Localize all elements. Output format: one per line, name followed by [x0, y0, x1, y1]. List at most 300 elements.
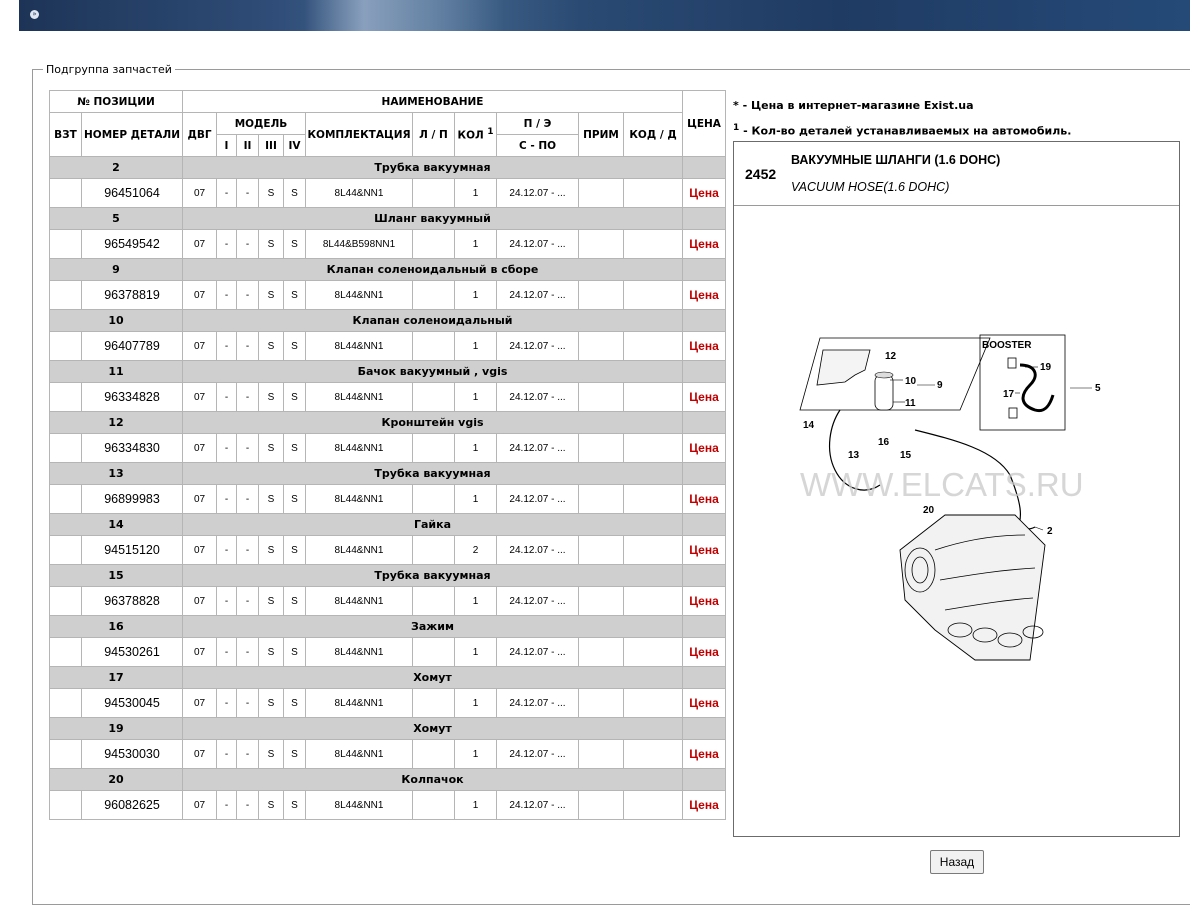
part-row: [50, 536, 726, 565]
position-number: 12: [50, 412, 183, 434]
model-4-cell: S: [284, 230, 306, 259]
subgroup-legend: Подгруппа запчастей: [46, 63, 172, 76]
left-right-cell: [413, 638, 455, 667]
model-1-cell: -: [217, 485, 237, 514]
code-cell: [624, 230, 683, 259]
date-range-cell: 24.12.07 - ...: [497, 485, 579, 514]
note-cell: [579, 485, 624, 514]
group-row: [50, 667, 726, 689]
callout-11: 11: [905, 398, 916, 409]
callout-17: 17: [1003, 389, 1015, 400]
group-row: [50, 616, 726, 638]
date-range-cell: 24.12.07 - ...: [497, 434, 579, 463]
price-link[interactable]: Цена: [689, 339, 719, 353]
header-vzt: ВЗТ: [50, 113, 82, 157]
date-range-cell: 24.12.07 - ...: [497, 332, 579, 361]
model-2-cell: -: [237, 740, 259, 769]
part-row: [50, 791, 726, 820]
vzt-cell: [50, 689, 82, 718]
model-4-cell: S: [284, 434, 306, 463]
price-link-cell: [683, 485, 726, 514]
left-right-cell: [413, 689, 455, 718]
quantity-cell: 1: [455, 179, 497, 208]
model-3-cell: S: [259, 179, 284, 208]
price-link[interactable]: Цена: [689, 288, 719, 302]
illustration-header: [734, 142, 1179, 206]
header-note: ПРИМ: [579, 113, 624, 157]
group-row: [50, 412, 726, 434]
header-model-3: III: [259, 135, 284, 157]
group-price-cell: [683, 463, 726, 485]
vzt-cell: [50, 638, 82, 667]
part-name: Шланг вакуумный: [183, 208, 683, 230]
quantity-cell: 1: [455, 230, 497, 259]
callout-19: 19: [1040, 362, 1052, 373]
price-link[interactable]: Цена: [689, 696, 719, 710]
quantity-cell: 1: [455, 485, 497, 514]
bracket-shape: [817, 350, 870, 385]
group-row: [50, 718, 726, 740]
model-2-cell: -: [237, 689, 259, 718]
position-number: 10: [50, 310, 183, 332]
price-link[interactable]: Цена: [689, 492, 719, 506]
code-cell: [624, 791, 683, 820]
complectation-cell: 8L44&NN1: [306, 434, 413, 463]
part-row: [50, 332, 726, 361]
group-row: [50, 310, 726, 332]
part-number[interactable]: 96334828: [82, 383, 183, 412]
date-range-cell: 24.12.07 - ...: [497, 587, 579, 616]
callout-14: 14: [803, 420, 815, 431]
model-2-cell: -: [237, 179, 259, 208]
header-model-1: I: [217, 135, 237, 157]
part-row: [50, 434, 726, 463]
model-3-cell: S: [259, 383, 284, 412]
date-range-cell: 24.12.07 - ...: [497, 179, 579, 208]
model-3-cell: S: [259, 281, 284, 310]
vzt-cell: [50, 434, 82, 463]
part-number[interactable]: 96549542: [82, 230, 183, 259]
note-cell: [579, 332, 624, 361]
booster-label: BOOSTER: [982, 340, 1032, 351]
code-cell: [624, 536, 683, 565]
engine-cell: 07: [183, 179, 217, 208]
banner-image: [304, 0, 504, 31]
price-link[interactable]: Цена: [689, 645, 719, 659]
price-link[interactable]: Цена: [689, 186, 719, 200]
header-pe: П / Э: [497, 113, 579, 135]
model-3-cell: S: [259, 485, 284, 514]
top-banner: [19, 0, 1190, 31]
position-number: 15: [50, 565, 183, 587]
code-cell: [624, 485, 683, 514]
price-link[interactable]: Цена: [689, 543, 719, 557]
code-cell: [624, 179, 683, 208]
group-row: [50, 565, 726, 587]
part-number[interactable]: 96407789: [82, 332, 183, 361]
price-link-cell: [683, 383, 726, 412]
group-row: [50, 208, 726, 230]
vzt-cell: [50, 740, 82, 769]
legend-notes: [733, 95, 1071, 143]
group-row: [50, 157, 726, 179]
part-row: [50, 383, 726, 412]
note-cell: [579, 434, 624, 463]
group-price-cell: [683, 157, 726, 179]
date-range-cell: 24.12.07 - ...: [497, 638, 579, 667]
callout-9: 9: [937, 380, 943, 391]
part-row: [50, 230, 726, 259]
code-cell: [624, 587, 683, 616]
callout-12: 12: [885, 351, 897, 362]
part-row: [50, 638, 726, 667]
group-price-cell: [683, 769, 726, 791]
quantity-cell: 1: [455, 383, 497, 412]
header-engine: ДВГ: [183, 113, 217, 157]
part-number[interactable]: 96451064: [82, 179, 183, 208]
engine-cell: 07: [183, 536, 217, 565]
header-position: № ПОЗИЦИИ: [50, 91, 183, 113]
header-name: НАИМЕНОВАНИЕ: [183, 91, 683, 113]
illustration-number: 2452: [745, 166, 777, 182]
model-2-cell: -: [237, 536, 259, 565]
note-cell: [579, 536, 624, 565]
note-cell: [579, 230, 624, 259]
position-number: 9: [50, 259, 183, 281]
group-price-cell: [683, 718, 726, 740]
group-row: [50, 463, 726, 485]
model-3-cell: S: [259, 587, 284, 616]
model-1-cell: -: [217, 638, 237, 667]
date-range-cell: 24.12.07 - ...: [497, 791, 579, 820]
model-1-cell: -: [217, 332, 237, 361]
model-2-cell: -: [237, 281, 259, 310]
complectation-cell: 8L44&NN1: [306, 179, 413, 208]
group-row: [50, 259, 726, 281]
header-model: МОДЕЛЬ: [217, 113, 306, 135]
illustration-title-en: VACUUM HOSE(1.6 DOHC): [791, 180, 950, 194]
group-row: [50, 514, 726, 536]
model-1-cell: -: [217, 689, 237, 718]
callout-5: 5: [1095, 383, 1101, 394]
parts-table: [49, 90, 726, 820]
callout-10: 10: [905, 376, 917, 387]
vzt-cell: [50, 536, 82, 565]
price-link-cell: [683, 638, 726, 667]
model-1-cell: -: [217, 740, 237, 769]
bullet-icon[interactable]: »: [30, 10, 39, 19]
part-row: [50, 740, 726, 769]
group-price-cell: [683, 616, 726, 638]
part-row: [50, 179, 726, 208]
part-name: Хомут: [183, 667, 683, 689]
header-code: КОД / Д: [624, 113, 683, 157]
engine-cell: 07: [183, 740, 217, 769]
part-name: Кронштейн vgis: [183, 412, 683, 434]
quantity-cell: 1: [455, 332, 497, 361]
engine-cell: 07: [183, 689, 217, 718]
part-number[interactable]: 94530261: [82, 638, 183, 667]
quantity-cell: 1: [455, 740, 497, 769]
model-3-cell: S: [259, 230, 284, 259]
left-right-cell: [413, 179, 455, 208]
header-model-4: IV: [284, 135, 306, 157]
part-number[interactable]: 96378828: [82, 587, 183, 616]
model-4-cell: S: [284, 791, 306, 820]
back-button[interactable]: Назад: [930, 850, 984, 874]
part-number[interactable]: 94515120: [82, 536, 183, 565]
note-cell: [579, 383, 624, 412]
position-number: 2: [50, 157, 183, 179]
group-price-cell: [683, 310, 726, 332]
model-4-cell: S: [284, 281, 306, 310]
price-link[interactable]: Цена: [689, 237, 719, 251]
complectation-cell: 8L44&NN1: [306, 638, 413, 667]
header-left-right: Л / П: [413, 113, 455, 157]
engine-cell: 07: [183, 281, 217, 310]
part-number[interactable]: 96378819: [82, 281, 183, 310]
price-link-cell: [683, 230, 726, 259]
part-row: [50, 281, 726, 310]
model-2-cell: -: [237, 587, 259, 616]
code-cell: [624, 740, 683, 769]
vzt-cell: [50, 179, 82, 208]
complectation-cell: 8L44&NN1: [306, 332, 413, 361]
complectation-cell: 8L44&NN1: [306, 536, 413, 565]
code-cell: [624, 434, 683, 463]
model-1-cell: -: [217, 383, 237, 412]
date-range-cell: 24.12.07 - ...: [497, 281, 579, 310]
callout-16: 16: [878, 437, 890, 448]
model-4-cell: S: [284, 638, 306, 667]
model-4-cell: S: [284, 485, 306, 514]
model-3-cell: S: [259, 434, 284, 463]
price-link-cell: [683, 689, 726, 718]
date-range-cell: 24.12.07 - ...: [497, 740, 579, 769]
price-link[interactable]: Цена: [689, 390, 719, 404]
model-4-cell: S: [284, 587, 306, 616]
callout-2: 2: [1047, 526, 1053, 537]
price-link[interactable]: Цена: [689, 441, 719, 455]
quantity-cell: 1: [455, 791, 497, 820]
model-1-cell: -: [217, 587, 237, 616]
position-number: 5: [50, 208, 183, 230]
vzt-cell: [50, 281, 82, 310]
quantity-cell: 1: [455, 434, 497, 463]
callout-15: 15: [900, 450, 912, 461]
engine-cell: 07: [183, 791, 217, 820]
position-number: 19: [50, 718, 183, 740]
model-4-cell: S: [284, 740, 306, 769]
complectation-cell: 8L44&NN1: [306, 791, 413, 820]
part-number[interactable]: 96082625: [82, 791, 183, 820]
left-right-cell: [413, 740, 455, 769]
model-1-cell: -: [217, 230, 237, 259]
engine-cell: 07: [183, 230, 217, 259]
part-name: Клапан соленоидальный в сборе: [183, 259, 683, 281]
note-cell: [579, 281, 624, 310]
complectation-cell: 8L44&B598NN1: [306, 230, 413, 259]
part-row: [50, 689, 726, 718]
price-link-cell: [683, 791, 726, 820]
vzt-cell: [50, 332, 82, 361]
part-name: Трубка вакуумная: [183, 463, 683, 485]
complectation-cell: 8L44&NN1: [306, 587, 413, 616]
model-2-cell: -: [237, 332, 259, 361]
model-4-cell: S: [284, 536, 306, 565]
group-price-cell: [683, 361, 726, 383]
model-1-cell: -: [217, 434, 237, 463]
group-row: [50, 361, 726, 383]
note-cell: [579, 638, 624, 667]
engine-cell: 07: [183, 434, 217, 463]
watermark: WWW.ELCATS.RU: [800, 466, 1084, 503]
price-link-cell: [683, 587, 726, 616]
part-number[interactable]: 94530030: [82, 740, 183, 769]
note-cell: [579, 740, 624, 769]
model-4-cell: S: [284, 383, 306, 412]
part-row: [50, 485, 726, 514]
code-cell: [624, 281, 683, 310]
note-cell: [579, 179, 624, 208]
header-complectation: КОМПЛЕКТАЦИЯ: [306, 113, 413, 157]
group-price-cell: [683, 208, 726, 230]
price-link-cell: [683, 179, 726, 208]
model-1-cell: -: [217, 179, 237, 208]
part-name: Бачок вакуумный , vgis: [183, 361, 683, 383]
left-right-cell: [413, 587, 455, 616]
price-link[interactable]: Цена: [689, 798, 719, 812]
price-link-cell: [683, 332, 726, 361]
part-row: [50, 587, 726, 616]
part-number[interactable]: 96899983: [82, 485, 183, 514]
header-price: ЦЕНА: [683, 91, 726, 157]
quantity-cell: 1: [455, 638, 497, 667]
engine-cell: 07: [183, 587, 217, 616]
note-cell: [579, 791, 624, 820]
engine-cell: 07: [183, 332, 217, 361]
position-number: 20: [50, 769, 183, 791]
header-quantity: КОЛ $^1$: [455, 113, 497, 157]
model-4-cell: S: [284, 332, 306, 361]
complectation-cell: 8L44&NN1: [306, 485, 413, 514]
left-right-cell: [413, 230, 455, 259]
model-4-cell: S: [284, 689, 306, 718]
complectation-cell: 8L44&NN1: [306, 383, 413, 412]
model-3-cell: S: [259, 740, 284, 769]
code-cell: [624, 689, 683, 718]
model-2-cell: -: [237, 230, 259, 259]
header-part-number: НОМЕР ДЕТАЛИ: [82, 113, 183, 157]
header-model-2: II: [237, 135, 259, 157]
left-right-cell: [413, 281, 455, 310]
part-number[interactable]: 94530045: [82, 689, 183, 718]
model-2-cell: -: [237, 791, 259, 820]
code-cell: [624, 332, 683, 361]
part-name: Гайка: [183, 514, 683, 536]
parts-table-body: [50, 157, 726, 820]
date-range-cell: 24.12.07 - ...: [497, 383, 579, 412]
part-name: Зажим: [183, 616, 683, 638]
vzt-cell: [50, 230, 82, 259]
header-date-range: С - ПО: [497, 135, 579, 157]
position-number: 13: [50, 463, 183, 485]
model-3-cell: S: [259, 332, 284, 361]
model-2-cell: -: [237, 638, 259, 667]
part-number[interactable]: 96334830: [82, 434, 183, 463]
model-4-cell: S: [284, 179, 306, 208]
left-right-cell: [413, 383, 455, 412]
price-link-cell: [683, 281, 726, 310]
complectation-cell: 8L44&NN1: [306, 689, 413, 718]
engine-cell: 07: [183, 485, 217, 514]
date-range-cell: 24.12.07 - ...: [497, 230, 579, 259]
position-number: 17: [50, 667, 183, 689]
left-right-cell: [413, 485, 455, 514]
model-2-cell: -: [237, 485, 259, 514]
price-link-cell: [683, 536, 726, 565]
price-link[interactable]: Цена: [689, 747, 719, 761]
vzt-cell: [50, 383, 82, 412]
group-price-cell: [683, 514, 726, 536]
model-1-cell: -: [217, 791, 237, 820]
callout-13: 13: [848, 450, 860, 461]
callout-20: 20: [923, 505, 935, 516]
vacuum-hose-diagram[interactable]: [795, 330, 1115, 670]
engine-cell: 07: [183, 383, 217, 412]
complectation-cell: 8L44&NN1: [306, 281, 413, 310]
illustration-title-ru: ВАКУУМНЫЕ ШЛАНГИ (1.6 DOHC): [791, 153, 1001, 167]
quantity-cell: 1: [455, 281, 497, 310]
group-price-cell: [683, 565, 726, 587]
price-link[interactable]: Цена: [689, 594, 719, 608]
part-name: Трубка вакуумная: [183, 565, 683, 587]
vzt-cell: [50, 791, 82, 820]
note-cell: [579, 689, 624, 718]
group-row: [50, 769, 726, 791]
quantity-cell: 2: [455, 536, 497, 565]
part-name: Клапан соленоидальный: [183, 310, 683, 332]
model-1-cell: -: [217, 281, 237, 310]
complectation-cell: 8L44&NN1: [306, 740, 413, 769]
part-name: Колпачок: [183, 769, 683, 791]
vzt-cell: [50, 587, 82, 616]
group-price-cell: [683, 667, 726, 689]
vzt-cell: [50, 485, 82, 514]
model-1-cell: -: [217, 536, 237, 565]
model-3-cell: S: [259, 689, 284, 718]
model-2-cell: -: [237, 383, 259, 412]
position-number: 16: [50, 616, 183, 638]
date-range-cell: 24.12.07 - ...: [497, 689, 579, 718]
quantity-cell: 1: [455, 689, 497, 718]
left-right-cell: [413, 791, 455, 820]
model-3-cell: S: [259, 791, 284, 820]
model-2-cell: -: [237, 434, 259, 463]
date-range-cell: 24.12.07 - ...: [497, 536, 579, 565]
note-cell: [579, 587, 624, 616]
quantity-cell: 1: [455, 587, 497, 616]
left-right-cell: [413, 332, 455, 361]
part-name: Трубка вакуумная: [183, 157, 683, 179]
model-3-cell: S: [259, 638, 284, 667]
price-link-cell: [683, 434, 726, 463]
group-price-cell: [683, 412, 726, 434]
part-name: Хомут: [183, 718, 683, 740]
code-cell: [624, 383, 683, 412]
left-right-cell: [413, 536, 455, 565]
position-number: 11: [50, 361, 183, 383]
